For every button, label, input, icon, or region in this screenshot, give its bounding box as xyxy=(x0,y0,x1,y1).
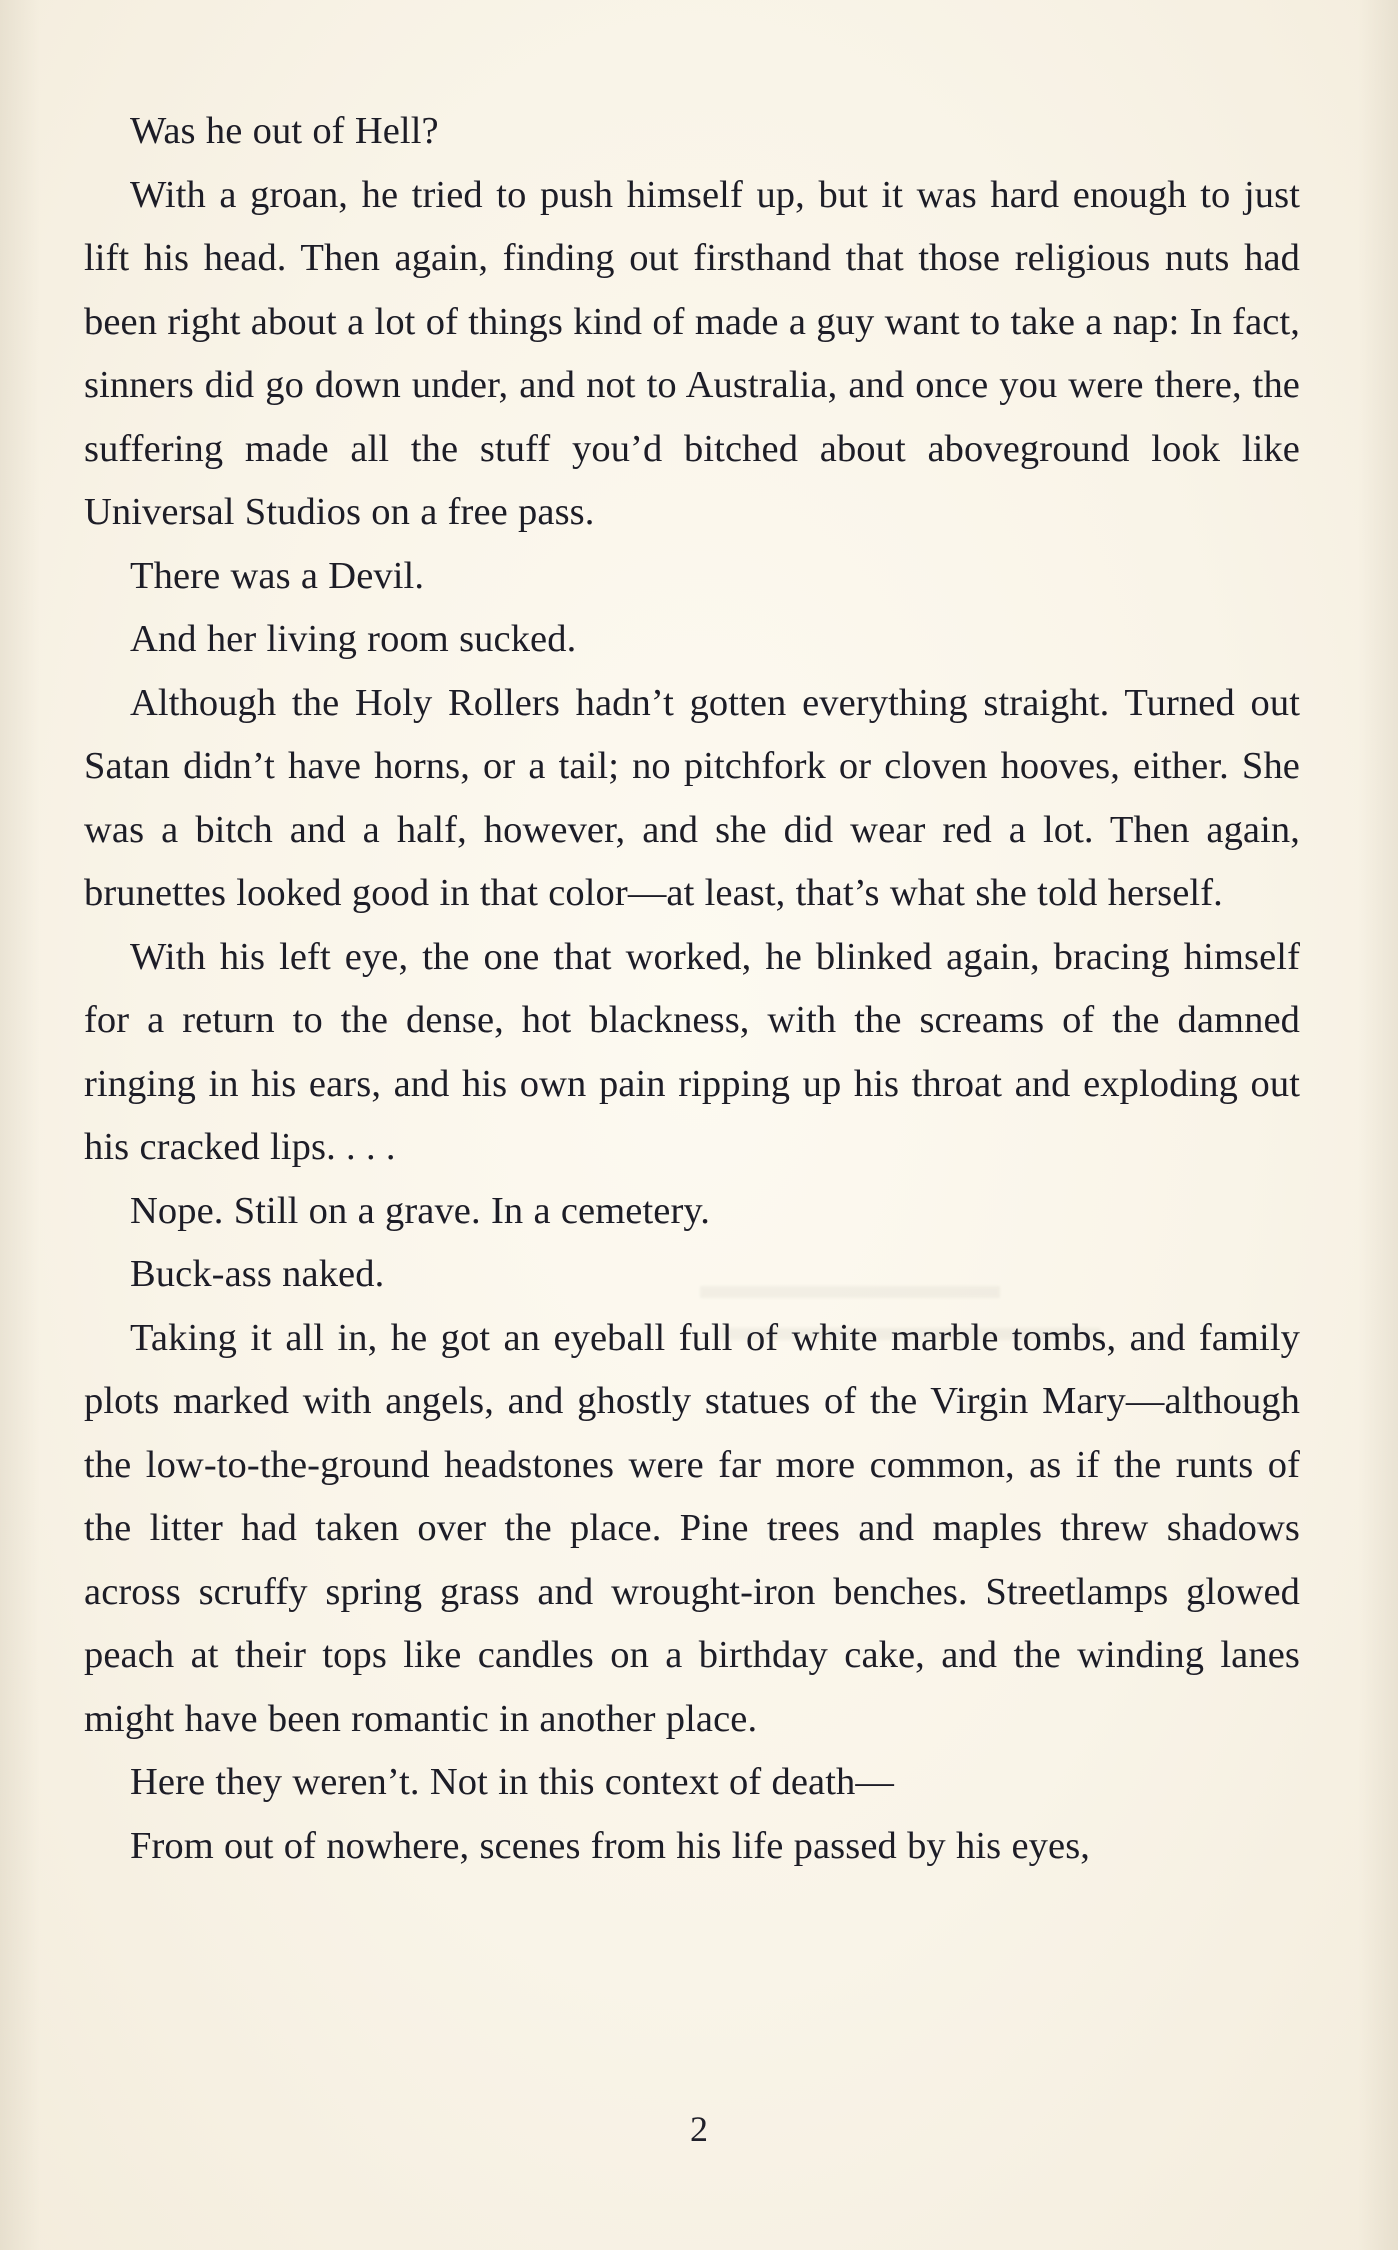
paragraph: Taking it all in, he got an eyeball full of white marble tombs, and family plots marked with angels, and ghostly statues of the Virgin Mary—although the low-to-the-ground headstones were far more common, as if the runts of the litter had taken over the place. Pine trees and maples threw shadows across scruffy spring grass and wrought-iron benches. Streetlamps glowed peach at their tops like candles on a birthday cake, and the winding lanes might have been romantic in another place. xyxy=(84,1316,1300,1740)
paragraph: With his left eye, the one that worked, he blinked again, bracing himself for a return to the dense, hot blackness, with the screams of the damned ringing in his ears, and his own pain ripping up his throat and exploding out his cracked lips. . . . xyxy=(84,935,1300,1168)
paragraph: Buck-ass naked. xyxy=(130,1253,385,1295)
paragraph: Here they weren’t. Not in this context of death— xyxy=(130,1761,894,1803)
paragraph: Was he out of Hell? xyxy=(130,110,439,152)
paragraph: Nope. Still on a grave. In a cemetery. xyxy=(130,1189,710,1232)
paragraph: With a groan, he tried to push himself up, but it was hard enough to just lift his head. Then again, finding out firsthand that those religious nuts had been right about a lot of things kind of made a guy want to take a nap: In fact, sinners did go down under, and not to Australia, and once you were there, the suffering made all the stuff you’d bitched about aboveground look like Universal Studios on a free pass. xyxy=(84,173,1300,533)
paragraph: There was a Devil. xyxy=(130,554,425,597)
body-text xyxy=(84,100,1300,1878)
paragraph: From out of nowhere, scenes from his life passed by his eyes, xyxy=(130,1824,1091,1867)
paragraph: Although the Holy Rollers hadn’t gotten everything straight. Turned out Satan didn’t have horns, or a tail; no pitchfork or cloven hooves, either. She was a bitch and a half, however, and she did wear red a lot. Then again, brunettes looked good in that color—at least, that’s what she told herself. xyxy=(84,681,1300,914)
page-number: 2 xyxy=(690,2109,708,2149)
paragraph: And her living room sucked. xyxy=(130,618,577,660)
